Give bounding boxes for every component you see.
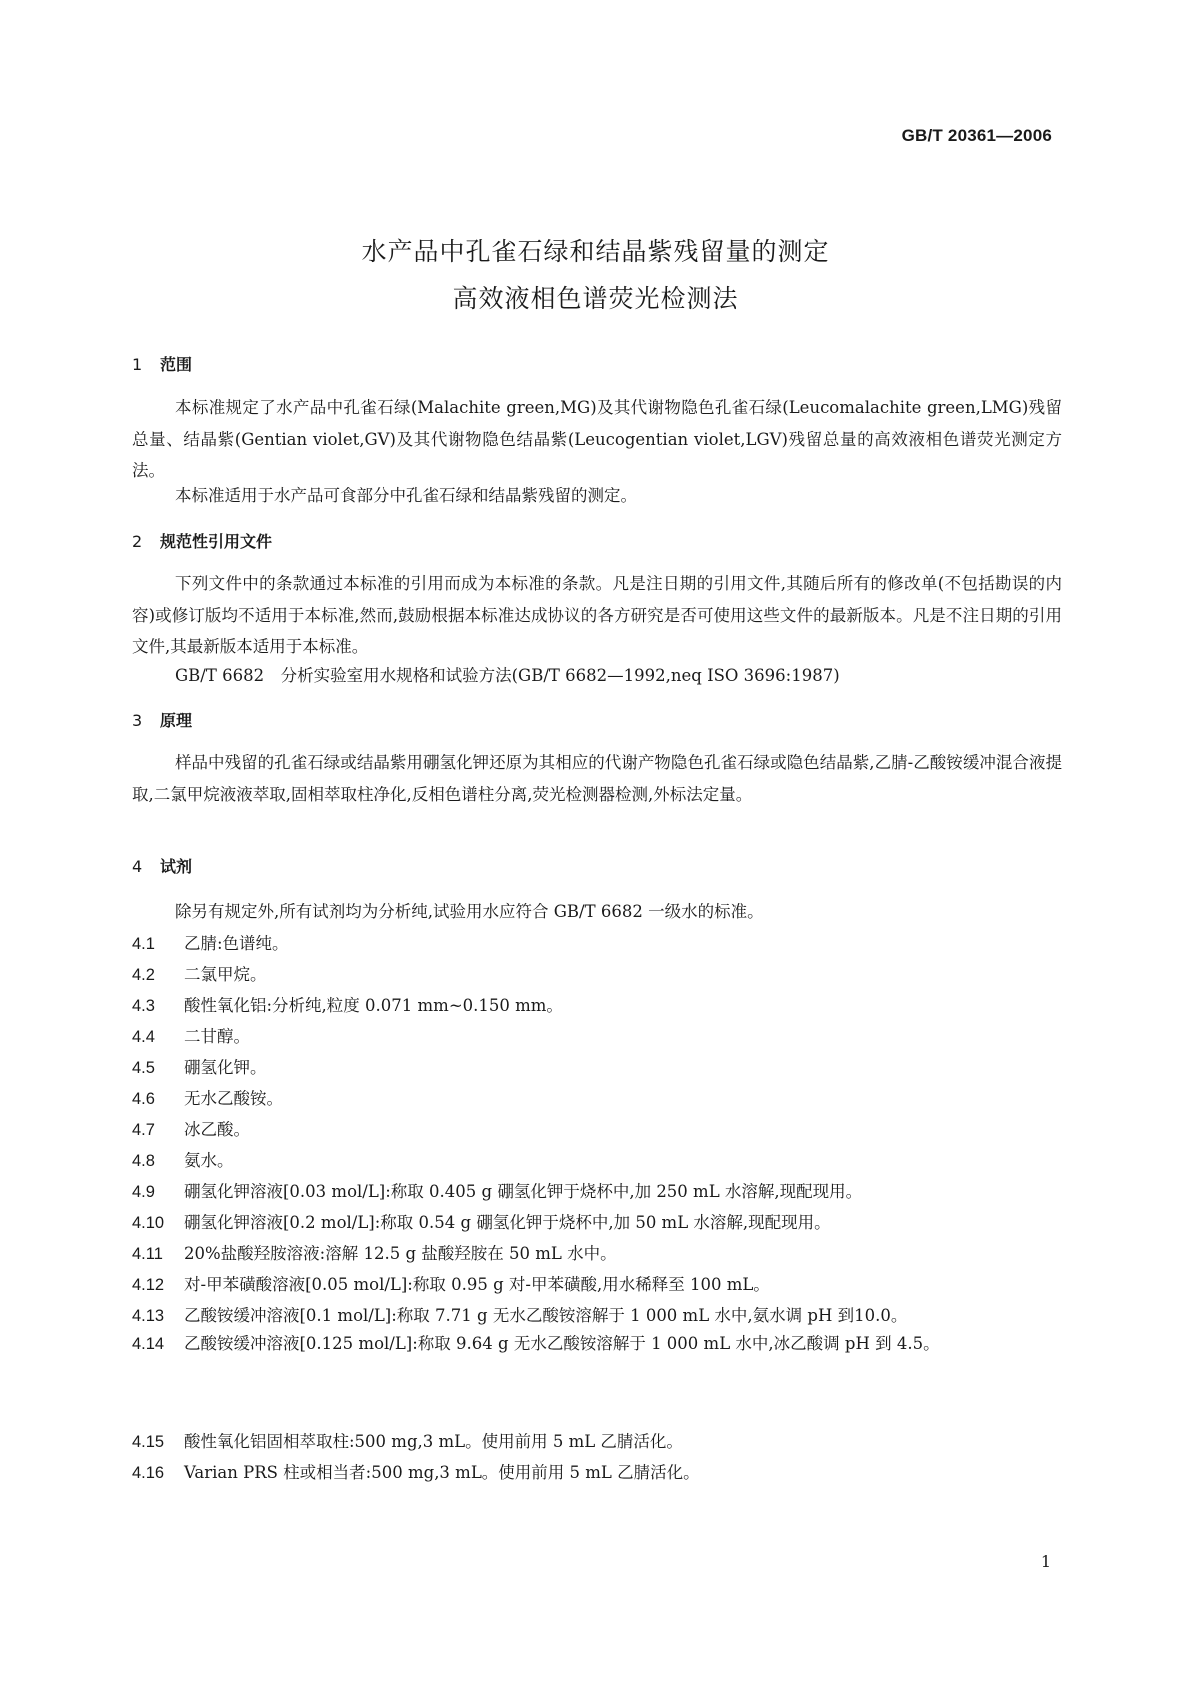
item-text: 冰乙酸。 [184,1120,250,1139]
reagent-item [132,961,267,985]
reagent-item [132,1459,700,1483]
item-number: 4.8 [132,1152,155,1170]
document-title-line-2: 高效液相色谱荧光检测法 [452,284,739,313]
section-3-heading [132,708,192,731]
item-text: 20%盐酸羟胺溶液:溶解 12.5 g 盐酸羟胺在 50 mL 水中。 [184,1244,617,1263]
section-number: 1 [132,355,143,374]
reagent-item [132,1240,617,1264]
item-text: 硼氢化钾溶液[0.03 mol/L]:称取 0.405 g 硼氢化钾于烧杯中,加 250 mL 水溶解,现配现用。 [184,1182,863,1201]
item-number: 4.11 [132,1245,163,1263]
item-number: 4.2 [132,966,155,984]
section-1-paragraph-2: 本标准适用于水产品可食部分中孔雀石绿和结晶紫残留的测定。 [175,486,637,505]
item-text: 乙酸铵缓冲溶液[0.125 mol/L]:称取 9.64 g 无水乙酸铵溶解于 1 000 mL 水中,冰乙酸调 pH 到 4.5。 [184,1334,940,1353]
item-text: 无水乙酸铵。 [184,1089,283,1108]
item-text: 对-甲苯磺酸溶液[0.05 mol/L]:称取 0.95 g 对-甲苯磺酸,用水稀释至 100 mL。 [184,1275,770,1294]
reagent-item [132,1271,770,1295]
section-number: 2 [132,532,143,551]
page-number: 1 [1040,1552,1051,1571]
item-number: 4.15 [132,1433,165,1451]
item-number: 4.4 [132,1028,155,1046]
section-title: 原理 [160,711,193,730]
item-number: 4.9 [132,1183,155,1201]
section-title: 规范性引用文件 [160,532,273,551]
section-title: 范围 [160,355,193,374]
item-text: 硼氢化钾溶液[0.2 mol/L]:称取 0.54 g 硼氢化钾于烧杯中,加 50 mL 水溶解,现配现用。 [184,1213,831,1232]
section-4-heading [132,854,192,877]
item-number: 4.10 [132,1214,165,1232]
item-number: 4.14 [132,1335,165,1353]
reagent-item [132,992,563,1016]
item-text: 二氯甲烷。 [184,965,267,984]
reagent-item [132,1178,862,1202]
section-3-paragraph-1: 样品中残留的孔雀石绿或结晶紫用硼氢化钾还原为其相应的代谢产物隐色孔雀石绿或隐色结晶紫,乙腈-乙酸铵缓冲混合液提取,二氯甲烷液液萃取,固相萃取柱净化,反相色谱柱分离,荧光检测器检测,外标法定量。 [132,753,1062,804]
reagent-item [132,1328,1062,1361]
item-number: 4.12 [132,1276,165,1294]
section-4-intro: 除另有规定外,所有试剂均为分析纯,试验用水应符合 GB/T 6682 一级水的标准。 [175,902,764,921]
section-title: 试剂 [160,857,193,876]
item-number: 4.16 [132,1464,165,1482]
reagent-item [132,1023,250,1047]
section-number: 4 [132,857,143,876]
section-1-heading [132,352,192,375]
reagent-item [132,930,289,954]
item-number: 4.1 [132,935,155,953]
item-text: 乙腈:色谱纯。 [184,934,289,953]
item-text: 酸性氧化铝固相萃取柱:500 mg,3 mL。使用前用 5 mL 乙腈活化。 [184,1432,683,1451]
item-text: 硼氢化钾。 [184,1058,267,1077]
item-text: 乙酸铵缓冲溶液[0.1 mol/L]:称取 7.71 g 无水乙酸铵溶解于 1 000 mL 水中,氨水调 pH 到10.0。 [184,1306,908,1325]
item-number: 4.5 [132,1059,155,1077]
item-number: 4.6 [132,1090,155,1108]
reagent-item [132,1209,831,1233]
section-2-heading [132,529,272,552]
standard-code: GB/T 20361—2006 [901,126,1052,145]
section-2-paragraph-1: 下列文件中的条款通过本标准的引用而成为本标准的条款。凡是注日期的引用文件,其随后所有的修改单(不包括勘误的内容)或修订版均不适用于本标准,然而,鼓励根据本标准达成协议的各方研究是否可使用这些文件的最新版本。凡是不注日期的引用文件,其最新版本适用于本标准。 [132,574,1062,656]
reagent-item [132,1147,234,1171]
item-number: 4.13 [132,1307,165,1325]
reagent-item [132,1054,267,1078]
reagent-item [132,1302,907,1326]
reagent-item [132,1116,250,1140]
item-number: 4.7 [132,1121,155,1139]
normative-reference: GB/T 6682 分析实验室用水规格和试验方法(GB/T 6682—1992,neq ISO 3696:1987) [175,666,840,685]
section-1-paragraph-1: 本标准规定了水产品中孔雀石绿(Malachite green,MG)及其代谢物隐色孔雀石绿(Leucomalachite green,LMG)残留总量、结晶紫(Gentian violet,GV)及其代谢物隐色结晶紫(Leucogentian violet,LGV)残留总量的高效液相色谱荧光测定方法。 [132,398,1062,480]
item-text: 氨水。 [184,1151,234,1170]
reagent-item [132,1085,283,1109]
item-number: 4.3 [132,997,155,1015]
document-title-line-1: 水产品中孔雀石绿和结晶紫残留量的测定 [361,237,830,266]
item-text: Varian PRS 柱或相当者:500 mg,3 mL。使用前用 5 mL 乙腈活化。 [184,1463,700,1482]
reagent-item [132,1428,683,1452]
section-number: 3 [132,711,143,730]
item-text: 二甘醇。 [184,1027,250,1046]
item-text: 酸性氧化铝:分析纯,粒度 0.071 mm~0.150 mm。 [184,996,563,1015]
